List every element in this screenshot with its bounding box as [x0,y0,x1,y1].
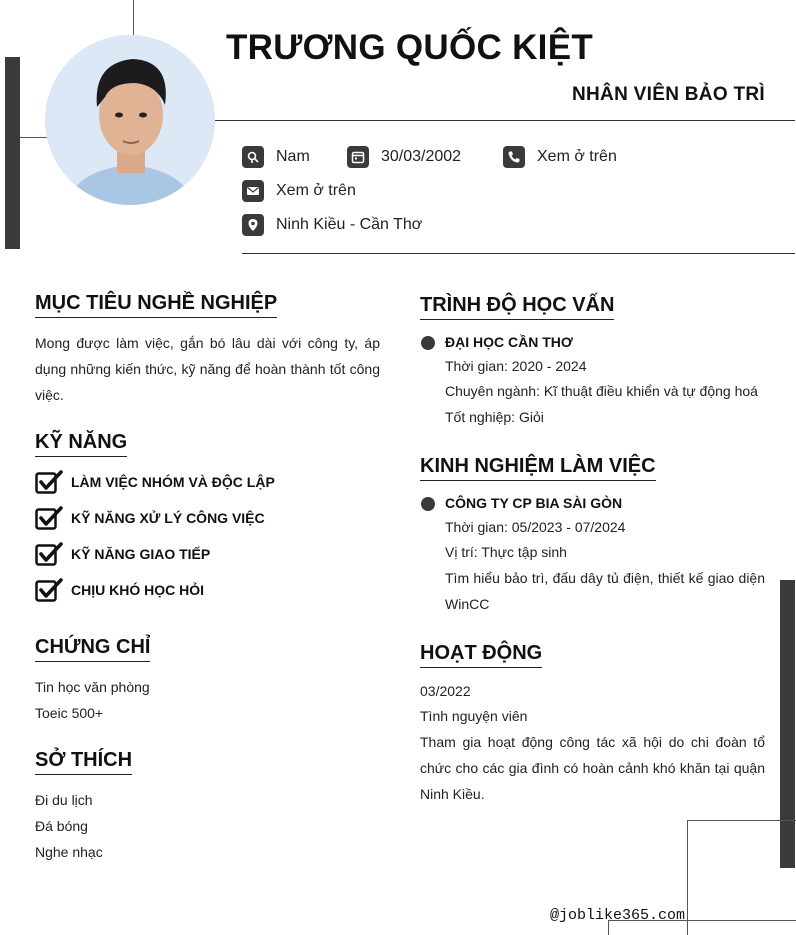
info-gender [242,146,310,168]
info-phone [503,146,617,168]
gender-icon [242,146,264,168]
job-title: NHÂN VIÊN BẢO TRÌ [572,84,765,105]
experience-description: Tìm hiểu bảo trì, đấu dây tủ điện, thiết kế giao diện WinCC [445,570,765,612]
info-email [242,180,356,202]
checkbox-checked-icon [35,506,63,530]
email-value: Xem ở trên [276,182,356,199]
left-accent-bar [5,57,20,249]
skill-item [35,578,204,602]
skill-label: CHỊU KHÓ HỌC HỎI [71,582,204,598]
birthday-value: 30/03/2002 [381,148,462,165]
education-major: Chuyên ngành: Kĩ thuật điều khiển và tự động hoá [445,383,758,399]
activity-date: 03/2022 [420,683,471,699]
phone-icon [503,146,525,168]
gender-value: Nam [276,148,310,165]
school-name: ĐẠI HỌC CẦN THƠ [445,334,573,350]
info-address [242,214,422,236]
avatar [45,35,215,205]
phone-value: Xem ở trên [537,148,617,165]
left-divider-line [20,137,50,138]
objective-text: Mong được làm việc, gắn bó lâu dài với công ty, áp dụng những kiến thức, kỹ năng để hoàn thành tốt công việc. [35,335,380,403]
education-title: TRÌNH ĐỘ HỌC VẤN [420,294,614,320]
certificate-item: Tin học văn phòng [35,679,150,695]
checkbox-checked-icon [35,470,63,494]
watermark: @joblike365.com [550,907,686,924]
candidate-name: TRƯƠNG QUỐC KIỆT [226,28,594,67]
location-pin-icon [242,214,264,236]
experience-time: Thời gian: 05/2023 - 07/2024 [445,519,626,535]
skill-item [35,506,265,530]
hobby-item: Đá bóng [35,818,88,834]
skill-label: KỸ NĂNG XỬ LÝ CÔNG VIỆC [71,510,265,526]
checkbox-checked-icon [35,578,63,602]
skills-title: KỸ NĂNG [35,431,127,457]
email-icon [242,180,264,202]
skill-label: KỸ NĂNG GIAO TIẾP [71,546,211,562]
education-grade: Tốt nghiệp: Giỏi [445,409,544,425]
activities-title: HOẠT ĐỘNG [420,642,542,668]
avatar-photo [45,35,215,205]
bullet-icon [421,497,435,511]
top-divider-line [133,0,134,40]
checkbox-checked-icon [35,542,63,566]
experience-title: KINH NGHIỆM LÀM VIỆC [420,455,656,481]
info-birthday [347,146,461,168]
header-rule [215,120,795,121]
company-name: CÔNG TY CP BIA SÀI GÒN [445,495,623,511]
skill-item [35,470,275,494]
info-rule [242,253,795,254]
activity-description: Tham gia hoạt động công tác xã hội do chi đoàn tổ chức cho các gia đình có hoàn cảnh khó khăn tại quận Ninh Kiều. [420,734,765,802]
activity-role: Tình nguyện viên [420,708,528,724]
skill-label: LÀM VIỆC NHÓM VÀ ĐỘC LẬP [71,474,275,490]
calendar-icon [347,146,369,168]
certificates-title: CHỨNG CHỈ [35,636,150,662]
certificate-item: Toeic 500+ [35,705,104,721]
skill-item [35,542,210,566]
objective-title: MỤC TIÊU NGHỀ NGHIỆP [35,292,277,318]
hobby-item: Nghe nhạc [35,844,103,860]
corner-frame [687,820,796,935]
experience-position: Vị trí: Thực tập sinh [445,544,567,560]
hobby-item: Đi du lịch [35,792,93,808]
bullet-icon [421,336,435,350]
address-value: Ninh Kiều - Cần Thơ [276,216,423,233]
hobbies-title: SỞ THÍCH [35,749,132,775]
education-time: Thời gian: 2020 - 2024 [445,358,587,374]
